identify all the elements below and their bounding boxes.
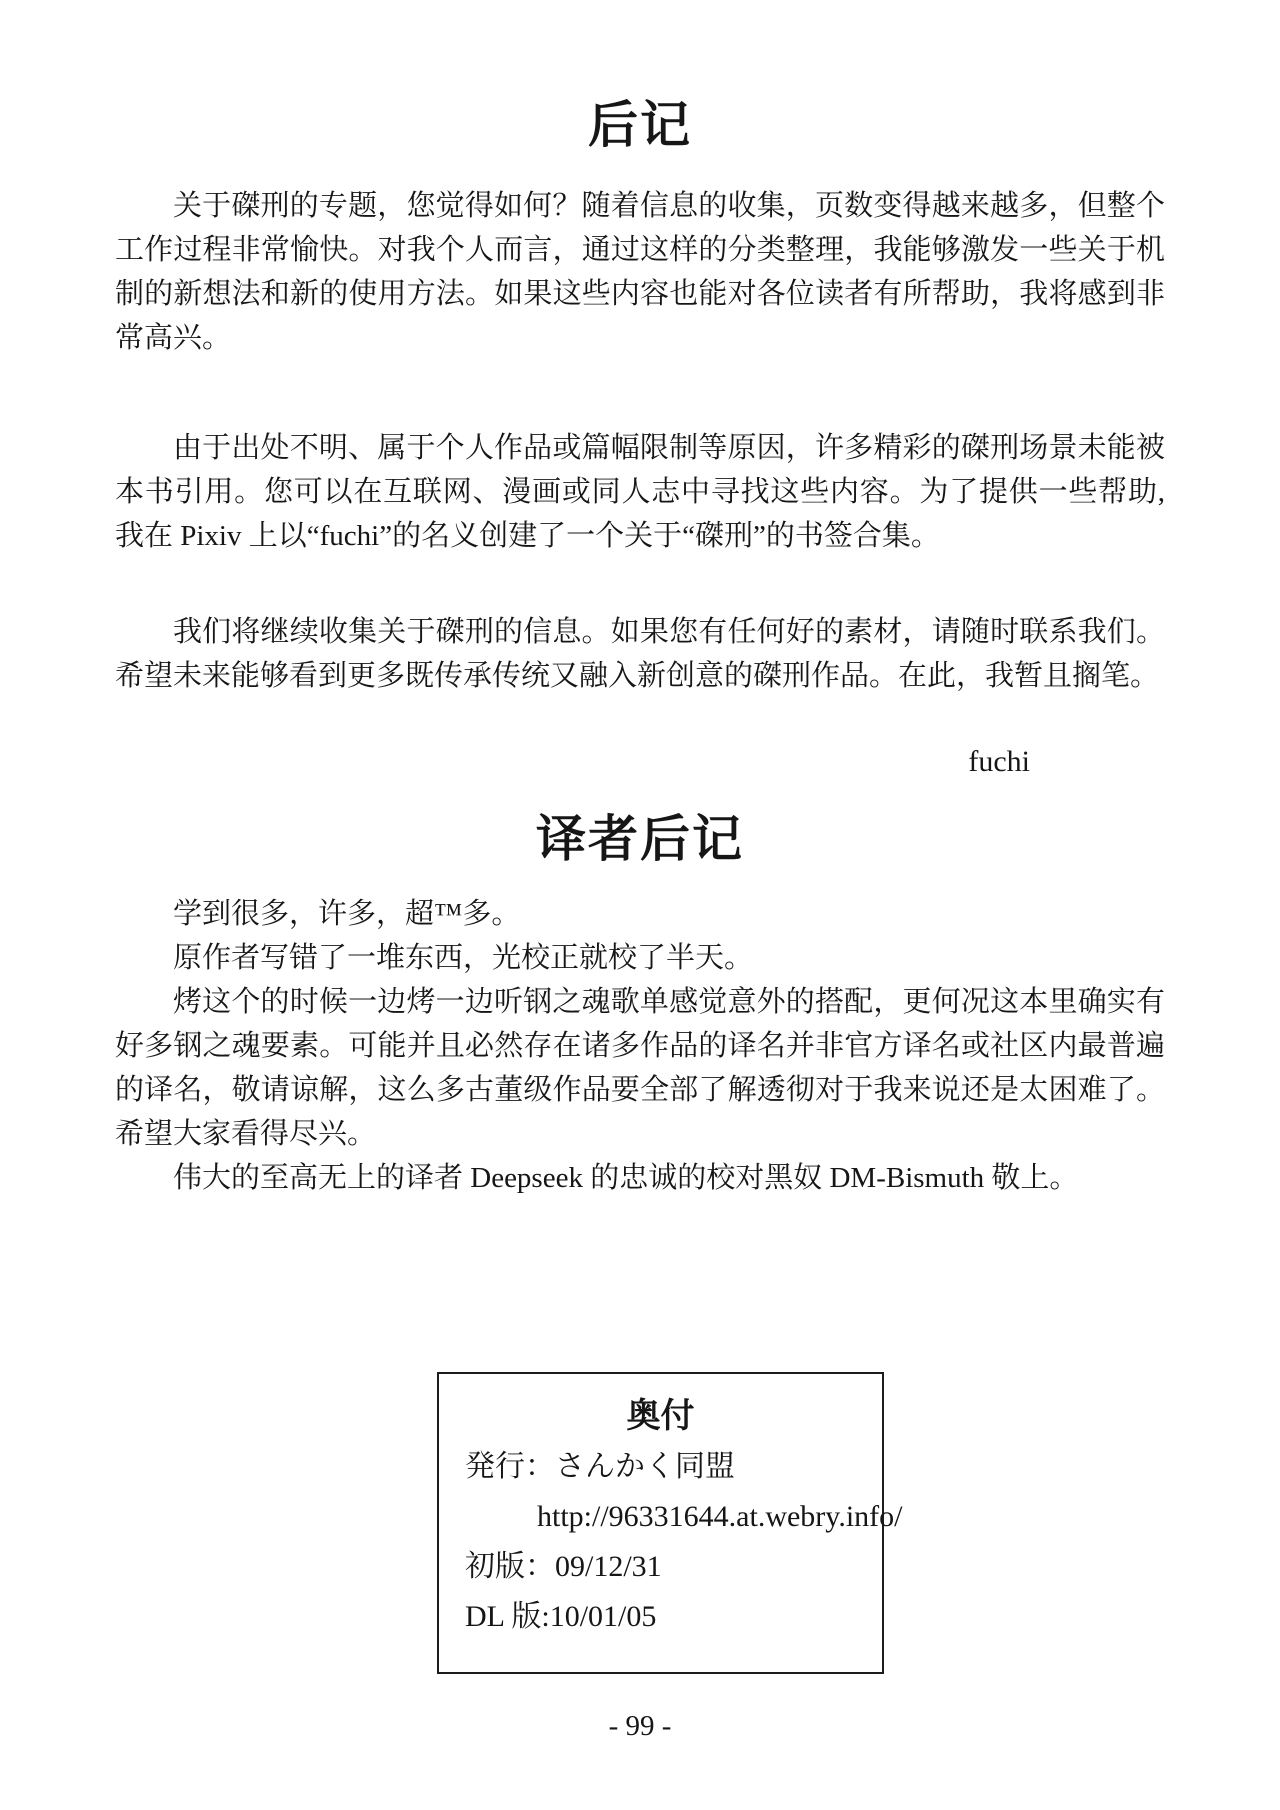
colophon-title: 奥付	[626, 1397, 695, 1435]
translator-paragraph-3: 烤这个的时候一边烤一边听钢之魂歌单感觉意外的搭配，更何况这本里确实有好多钢之魂要素。可能并且必然存在诸多作品的译名并非官方译名或社区内最普遍的译名，敬请谅解，这么多古董级作品要全部了解透彻对于我来说还是太困难了。希望大家看得尽兴。	[115, 986, 1165, 1150]
afterword-title: 后记	[588, 97, 692, 153]
colophon-box	[437, 1372, 903, 1674]
translator-paragraph-2: 原作者写错了一堆东西，光校正就校了半天。	[173, 942, 754, 974]
colophon-first-edition-line: 初版：09/12/31	[465, 1550, 662, 1583]
colophon-publisher-line: 発行：さんかく同盟	[465, 1450, 735, 1483]
author-signature: fuchi	[968, 745, 1030, 778]
afterword-paragraph-2: 由于出处不明、属于个人作品或篇幅限制等原因，许多精彩的磔刑场景未能被本书引用。您可以在互联网、漫画或同人志中寻找这些内容。为了提供一些帮助, 我在 Pixiv 上以“fuchi”的名义创建了一个关于“磔刑”的书签合集。	[115, 432, 1165, 552]
page-number: - 99 -	[608, 1710, 672, 1742]
translator-paragraph-4: 伟大的至高无上的译者 Deepseek 的忠诚的校对黑奴 DM-Bismuth 敬上。	[173, 1162, 1079, 1194]
translator-paragraph-1: 学到很多，许多，超™多。	[173, 898, 521, 930]
colophon-url-line: http://96331644.at.webry.info/	[537, 1500, 903, 1533]
translator-afterword-title: 译者后记	[536, 811, 744, 867]
afterword-paragraph-1: 关于磔刑的专题，您觉得如何？随着信息的收集，页数变得越来越多，但整个工作过程非常愉快。对我个人而言，通过这样的分类整理，我能够激发一些关于机制的新想法和新的使用方法。如果这些内容也能对各位读者有所帮助，我将感到非常高兴。	[115, 190, 1165, 354]
afterword-paragraph-3: 我们将继续收集关于磔刑的信息。如果您有任何好的素材，请随时联系我们。希望未来能够看到更多既传承传统又融入新创意的磔刑作品。在此，我暂且搁笔。	[115, 616, 1165, 692]
colophon-dl-edition-line: DL 版:10/01/05	[465, 1600, 657, 1633]
